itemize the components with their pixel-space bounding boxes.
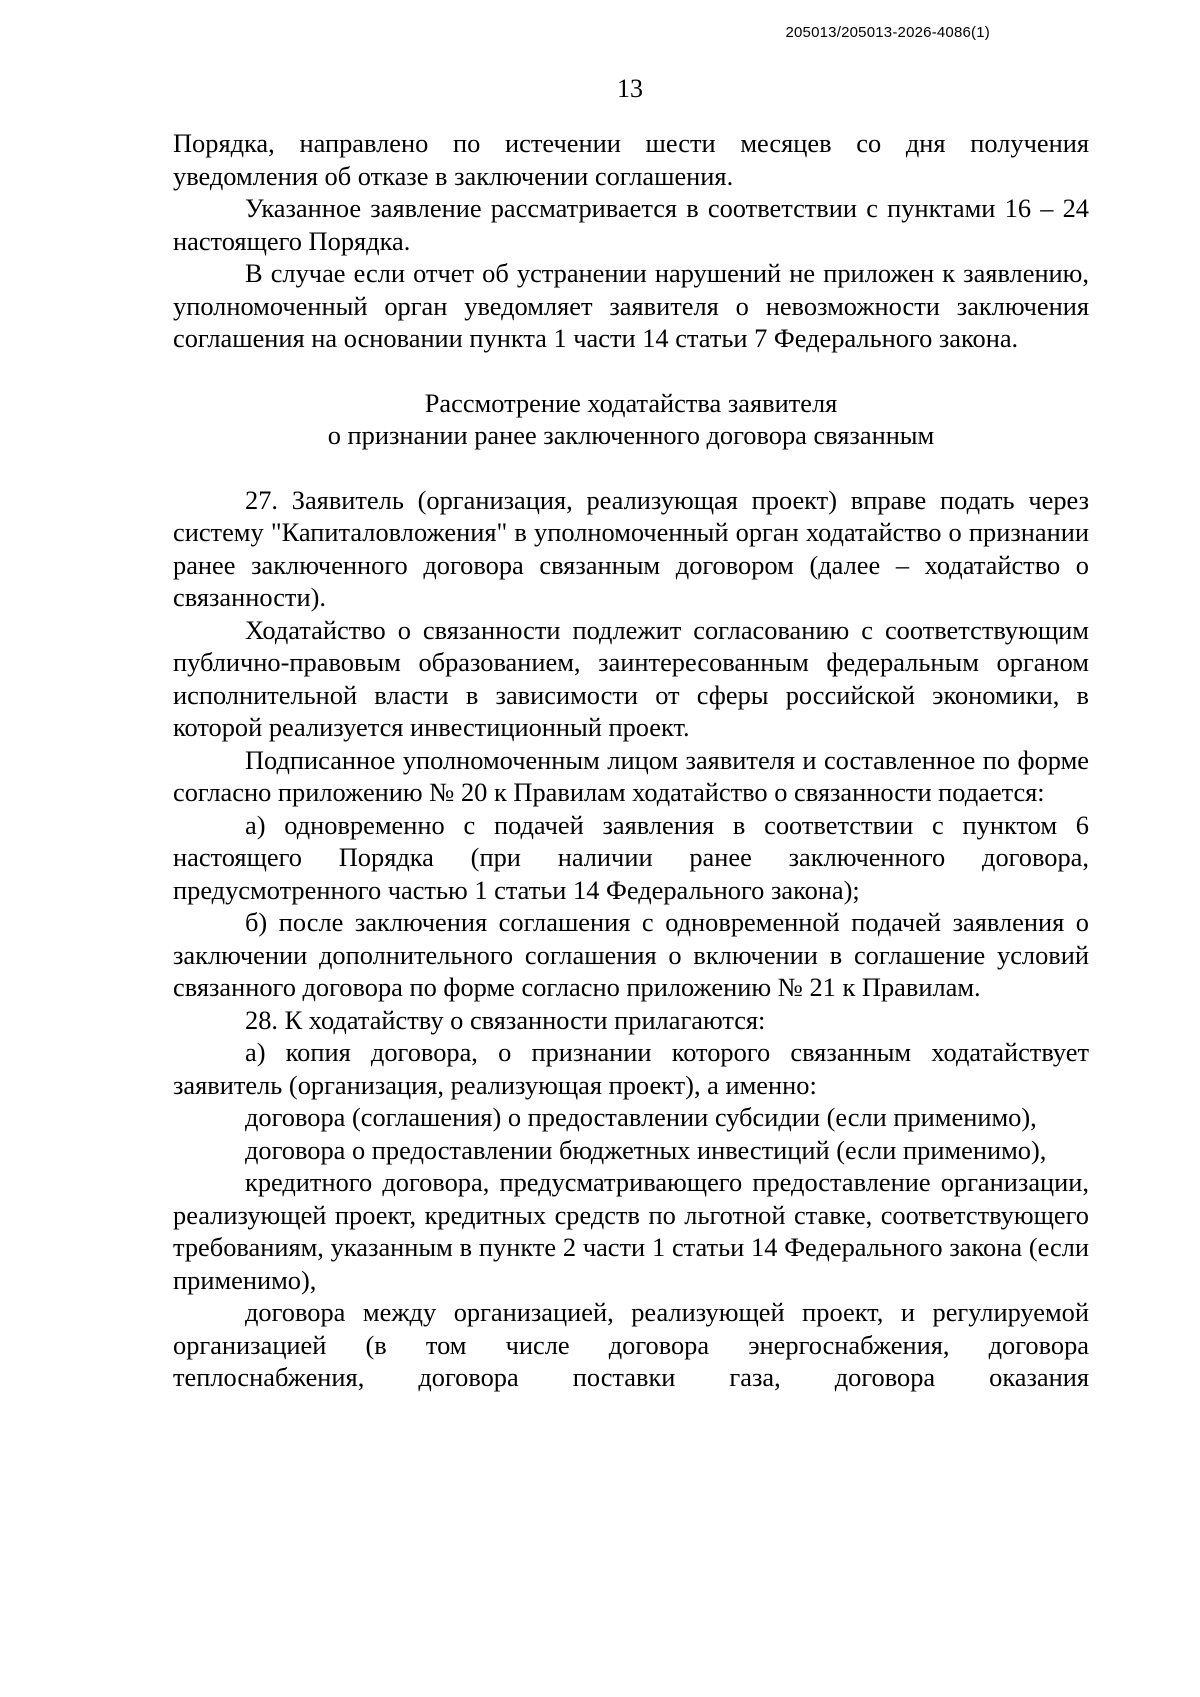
- page-number: 13: [617, 74, 643, 103]
- paragraph-item-b: б) после заключения соглашения с одновременной подачей заявления о заключении дополнительного соглашения о включении в соглашение условий связанного договора по форме согласно приложению № 21 к Правилам.: [173, 907, 1089, 1002]
- paragraph-continuation: Порядка, направлено по истечении шести месяцев со дня получения уведомления об отказе в заключении соглашения.: [173, 128, 1089, 191]
- section-heading-line2: о признании ранее заключенного договора связанным: [327, 420, 935, 450]
- paragraph-coordination: Ходатайство о связанности подлежит согласованию с соответствующим публично-правовым образованием, заинтересованным федеральным органом исполнительной власти в зависимости от сферы российской экономики, в которой реализуется инвестиционный проект.: [173, 614, 1089, 742]
- paragraph-budget-investment: договора о предоставлении бюджетных инвестиций (если применимо),: [245, 1134, 1047, 1165]
- paragraph-application-review: Указанное заявление рассматривается в соответствии с пунктами 16 – 24 настоящего Порядка.: [173, 193, 1089, 256]
- spacer: [173, 452, 1089, 484]
- paragraph-no-report: В случае если отчет об устранении нарушений не приложен к заявлению, уполномоченный орган уведомляет заявителя о невозможности заключения соглашения на основании пункта 1 части 14 статьи 7 Федерального закона.: [173, 258, 1089, 353]
- paragraph-credit-contract: кредитного договора, предусматривающего предоставление организации, реализующей проект, кредитных средств по льготной ставке, соответствующего требованиям, указанным в пункте 2 части 1 статьи 14 Федерального закона (если применимо),: [173, 1167, 1089, 1295]
- spacer: [173, 355, 1089, 387]
- paragraph-28: 28. К ходатайству о связанности прилагаются:: [245, 1004, 766, 1035]
- paragraph-item-a: а) одновременно с подачей заявления в соответствии с пунктом 6 настоящего Порядка (при наличии ранее заключенного договора, предусмотренного частью 1 статьи 14 Федерального закона);: [173, 809, 1089, 905]
- paragraph-signed-petition: Подписанное уполномоченным лицом заявителя и составленное по форме согласно приложению № 20 к Правилам ходатайство о связанности подается:: [173, 744, 1089, 807]
- paragraph-regulated-org-contract: договора между организацией, реализующей проект, и регулируемой организацией (в том числе договора энергоснабжения, договора теплоснабжения, договора поставки газа, договора оказания: [173, 1297, 1089, 1392]
- section-heading-line1: Рассмотрение ходатайства заявителя: [424, 387, 838, 418]
- paragraph-subsidy-contract: договора (соглашения) о предоставлении субсидии (если применимо),: [245, 1102, 1037, 1132]
- document-body: [173, 127, 1089, 1394]
- document-id: 205013/205013-2026-4086(1): [785, 24, 990, 41]
- paragraph-28-item-a: а) копия договора, о признании которого связанным ходатайствует заявитель (организация, реализующая проект), а именно:: [173, 1037, 1089, 1100]
- paragraph-27: 27. Заявитель (организация, реализующая проект) вправе подать через систему "Капиталовложения" в уполномоченный орган ходатайство о признании ранее заключенного договора связанным договором (далее – ходатайство о связанности).: [173, 484, 1089, 612]
